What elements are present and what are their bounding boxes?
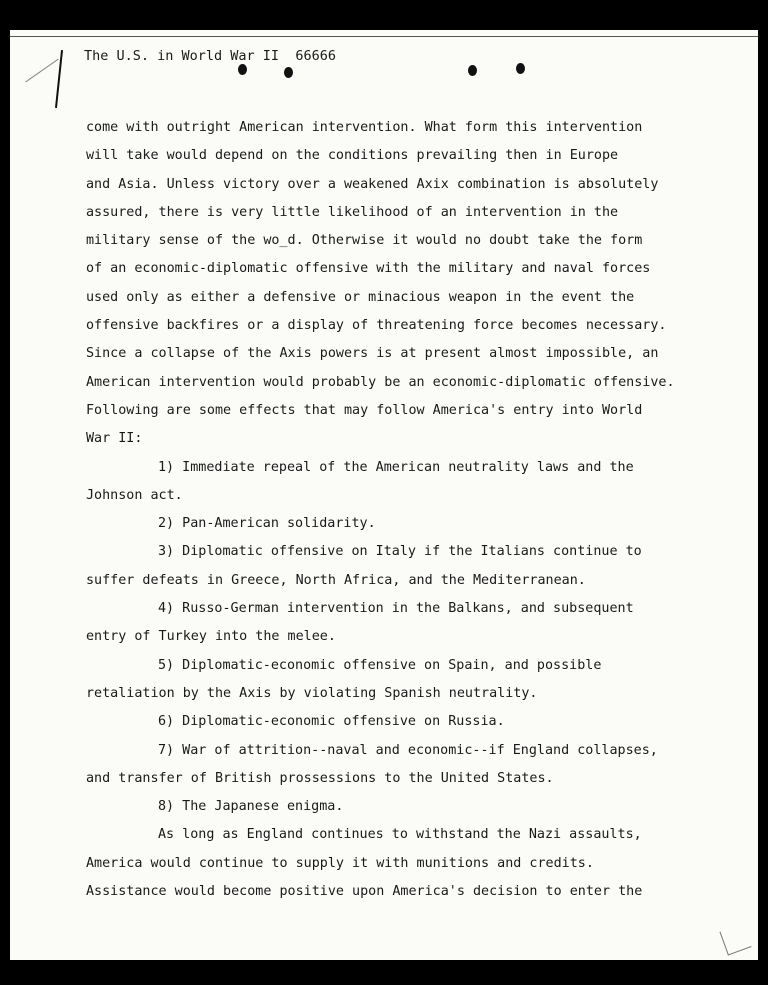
text-line: 6) Diplomatic-economic offensive on Russia. — [158, 714, 505, 730]
text-line: American intervention would probably be an economic-diplomatic offensive. — [86, 374, 675, 390]
text-line: assured, there is very little likelihood of an intervention in the — [86, 204, 619, 220]
text-line: used only as either a defensive or minacious weapon in the event the — [86, 289, 635, 305]
text-line: Assistance would become positive upon America's decision to enter the — [86, 884, 643, 900]
text-line: Since a collapse of the Axis powers is at present almost impossible, an — [86, 346, 659, 362]
punch-hole-mark — [284, 67, 293, 78]
body-text — [86, 114, 726, 906]
text-line: War II: — [86, 431, 143, 447]
text-line: of an economic-diplomatic offensive with the military and naval forces — [86, 261, 651, 277]
text-line: entry of Turkey into the melee. — [86, 629, 336, 645]
text-line: 7) War of attrition--naval and economic--if England collapses, — [158, 742, 658, 758]
text-line: Johnson act. — [86, 487, 183, 503]
document-page — [10, 30, 758, 960]
text-line: will take would depend on the conditions prevailing then in Europe — [86, 148, 619, 164]
text-line: offensive backfires or a display of threatening force becomes necessary. — [86, 318, 667, 334]
text-line: Following are some effects that may follow America's entry into World — [86, 402, 643, 418]
text-line: 5) Diplomatic-economic offensive on Spain, and possible — [158, 657, 602, 673]
text-line: and transfer of British prossessions to the United States. — [86, 770, 554, 786]
text-line: 2) Pan-American solidarity. — [158, 516, 376, 532]
text-line: and Asia. Unless victory over a weakened Axix combination is absolutely — [86, 176, 659, 192]
page-header: The U.S. in World War II 66666 — [84, 48, 336, 64]
text-line: As long as England continues to withstand the Nazi assaults, — [158, 827, 642, 843]
top-rule — [10, 36, 758, 37]
text-line: 8) The Japanese enigma. — [158, 799, 344, 815]
punch-hole-mark — [516, 63, 525, 74]
punch-hole-mark — [238, 64, 247, 75]
text-line: 4) Russo-German intervention in the Balkans, and subsequent — [158, 601, 634, 617]
page-corner-curl — [719, 923, 751, 955]
margin-scratch — [25, 59, 58, 83]
punch-hole-mark — [468, 65, 477, 76]
text-line: 1) Immediate repeal of the American neutrality laws and the — [158, 459, 634, 475]
text-line: America would continue to supply it with munitions and credits. — [86, 855, 594, 871]
text-line: military sense of the wo̲d. Otherwise it would no doubt take the form — [86, 233, 643, 249]
text-line: come with outright American intervention. What form this intervention — [86, 120, 643, 135]
text-line: 3) Diplomatic offensive on Italy if the Italians continue to — [158, 544, 642, 560]
text-line: suffer defeats in Greece, North Africa, and the Mediterranean. — [86, 572, 586, 588]
text-line: retaliation by the Axis by violating Spanish neutrality. — [86, 685, 538, 701]
